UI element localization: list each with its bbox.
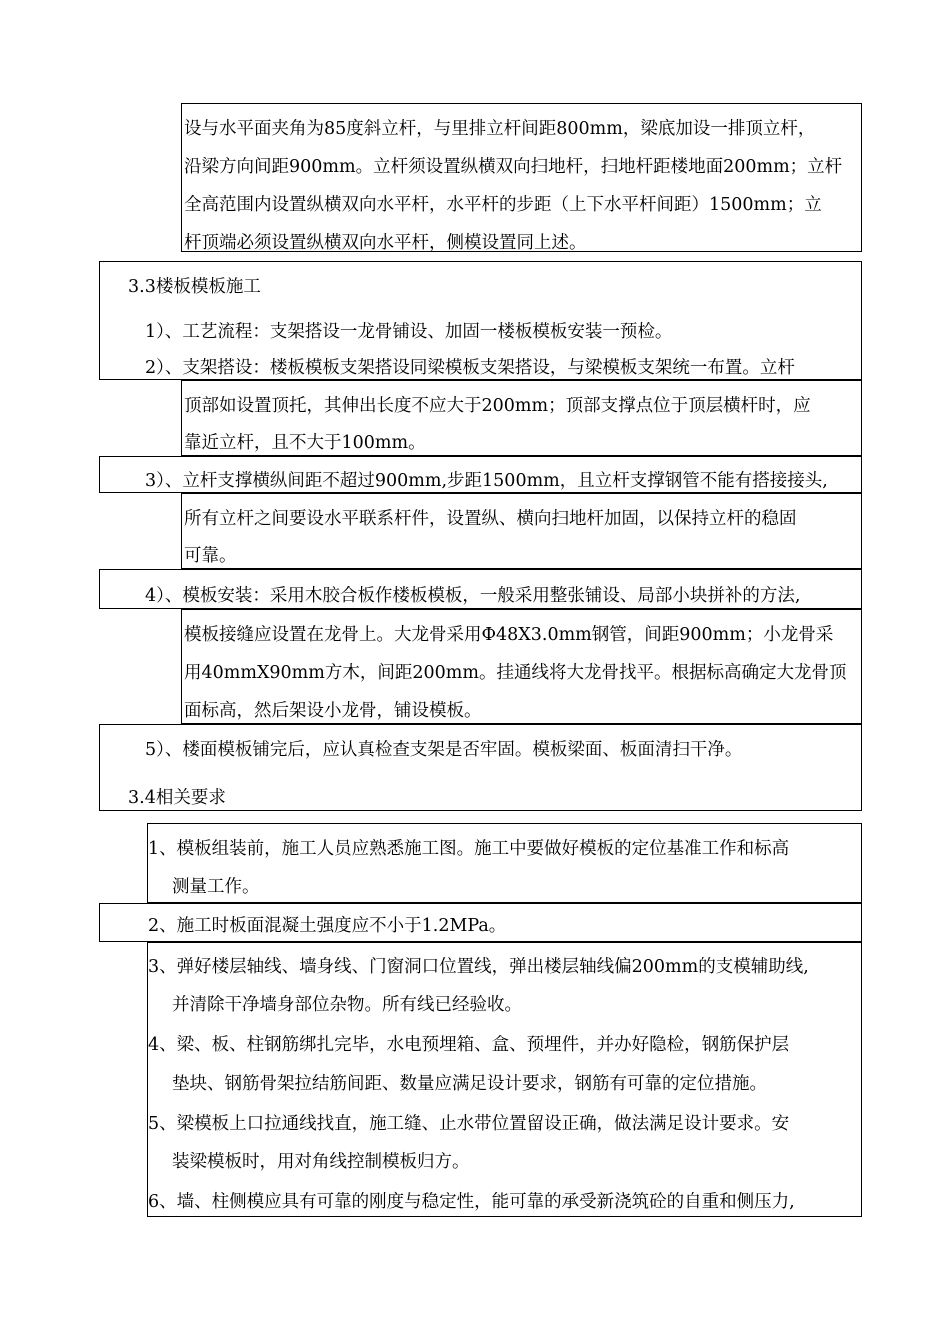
paragraph-line: 2）、支架搭设：楼板模板支架搭设同梁模板支架搭设，与梁模板支架统一布置。立杆: [145, 358, 795, 378]
list-item: 并清除干净墙身部位杂物。所有线已经验收。: [172, 995, 522, 1015]
list-item: 测量工作。: [172, 877, 260, 897]
paragraph-line: 沿梁方向间距900mm。立杆须设置纵横双向扫地杆，扫地杆距楼地面200mm；立杆: [184, 157, 843, 177]
paragraph-line: 5）、楼面模板铺完后，应认真检查支架是否牢固。模板梁面、板面清扫干净。: [145, 740, 743, 760]
paragraph-line: 1）、工艺流程：支架搭设一龙骨铺设、加固一楼板模板安装一预检。: [145, 322, 673, 342]
paragraph-line: 设与水平面夹角为85度斜立杆，与里排立杆间距800mm，梁底加设一排顶立杆，: [184, 119, 816, 139]
paragraph-line: 模板接缝应设置在龙骨上。大龙骨采用Ф48X3.0mm钢管，间距900mm；小龙骨采: [184, 625, 834, 645]
paragraph-line: 靠近立杆，且不大于100mm。: [184, 433, 426, 453]
paragraph-line: 面标高，然后架设小龙骨，铺设模板。: [184, 701, 482, 721]
list-item: 垫块、钢筋骨架拉结筋间距、数量应满足设计要求，钢筋有可靠的定位措施。: [172, 1074, 767, 1094]
list-item: 1、模板组装前，施工人员应熟悉施工图。施工中要做好模板的定位基准工作和标高: [148, 839, 790, 859]
paragraph-line: 杆顶端必须设置纵横双向水平杆，侧模设置同上述。: [184, 233, 587, 253]
list-item: 6、墙、柱侧模应具有可靠的刚度与稳定性，能可靠的承受新浇筑砼的自重和侧压力,: [148, 1192, 795, 1212]
list-item: 3、弹好楼层轴线、墙身线、门窗洞口位置线，弹出楼层轴线偏200mm的支模辅助线,: [148, 957, 809, 977]
paragraph-line: 用40mmX90mm方木，间距200mm。挂通线将大龙骨找平。根据标高确定大龙骨顶: [184, 663, 847, 683]
paragraph-line: 顶部如设置顶托，其伸出长度不应大于200mm；顶部支撑点位于顶层横杆时，应: [184, 396, 811, 416]
paragraph-line: 4）、模板安装：采用木胶合板作楼板模板，一般采用整张铺设、局部小块拼补的方法,: [145, 586, 801, 606]
paragraph-line: 所有立杆之间要设水平联系杆件，设置纵、横向扫地杆加固，以保持立杆的稳固: [184, 509, 797, 529]
paragraph-line: 3）、立杆支撑横纵间距不超过900mm,步距1500mm，且立杆支撑钢管不能有搭接接头,: [145, 471, 828, 491]
list-item: 2、施工时板面混凝土强度应不小于1.2MPa。: [148, 916, 507, 936]
list-item: 装梁模板时，用对角线控制模板归方。: [172, 1152, 470, 1172]
list-item: 5、梁模板上口拉通线找直，施工缝、止水带位置留设正确，做法满足设计要求。安: [148, 1114, 790, 1134]
list-item: 4、梁、板、柱钢筋绑扎完毕，水电预埋箱、盒、预埋件，并办好隐检，钢筋保护层: [148, 1035, 790, 1055]
section-heading: 3.3楼板模板施工: [128, 277, 261, 297]
text-frame-5: [181, 493, 862, 569]
section-heading: 3.4相关要求: [128, 788, 226, 808]
paragraph-line: 可靠。: [184, 546, 237, 566]
paragraph-line: 全高范围内设置纵横双向水平杆，水平杆的步距（上下水平杆间距）1500mm；立: [184, 195, 822, 215]
